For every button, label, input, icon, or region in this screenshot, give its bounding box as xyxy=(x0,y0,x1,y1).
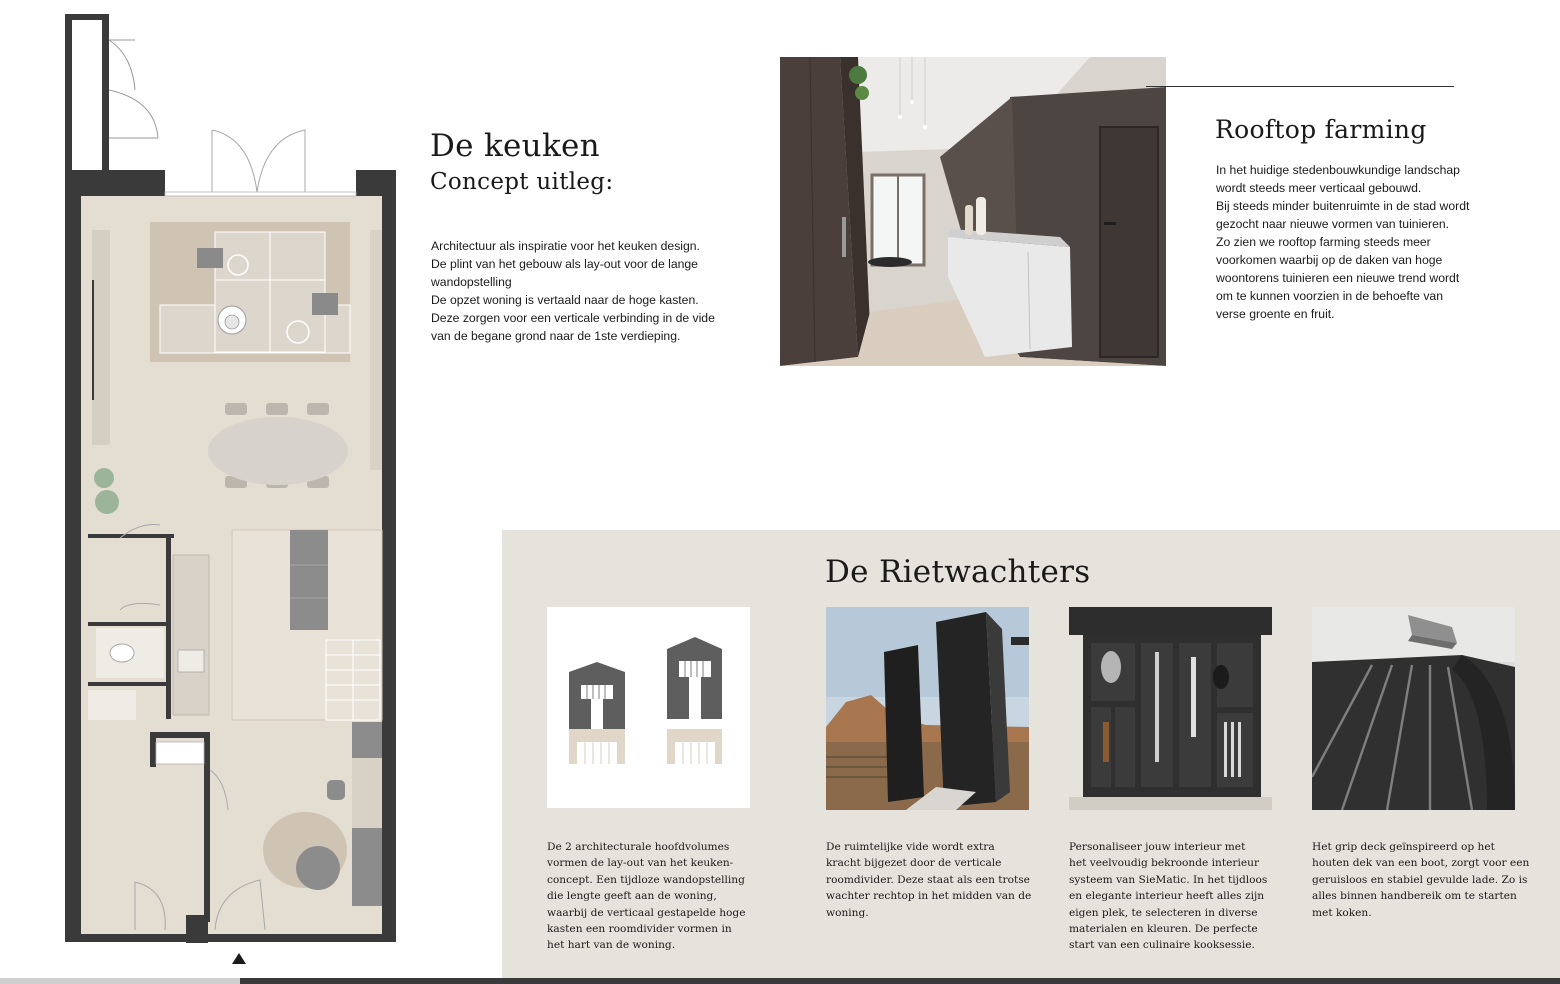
caption-grip-deck: Het grip deck geïnspireerd op het houten dek van een boot, zorgt voor een geruisloos en stabiel gevulde lade. Zo is alles binnen handbereik om te starten met koken. xyxy=(1312,841,1530,919)
architecture-volumes-image xyxy=(547,607,750,808)
caption-monolith: De ruimtelijke vide wordt extra kracht bijgezet door de verticale roomdivider. Deze staat als een trotse wachter rechtop in het midden van de woning. xyxy=(826,841,1032,919)
grip-deck-image xyxy=(1312,607,1515,810)
floor-plan xyxy=(60,10,405,975)
bottom-scrollbar-track xyxy=(0,978,240,984)
rietwachters-title: De Rietwachters xyxy=(825,554,1091,590)
floor-plan-drawing xyxy=(60,10,405,975)
caption-architecture-volumes: De 2 architecturale hoofdvolumes vormen de lay-out van het keuken- concept. Een tijdloze wandopstelling die lengte geeft aan de woning, waarbij de verticaal gestapelde hoge kasten een roomdivider vormen in het hart van de woning. xyxy=(547,841,746,952)
entrance-arrow-icon xyxy=(232,953,246,964)
keuken-text: Architectuur als inspiratie voor het keuken design. De plint van het gebouw als lay-out voor de lange wandopstelling De opzet woning is vertaald naar de hoge kasten. Deze zorgen voor een verticale verbinding in de vide van de begane grond naar de 1ste verdieping. xyxy=(431,239,715,343)
rooftop-text: In het huidige stedenbouwkundige landschap wordt steeds meer verticaal gebouwd. Bij steeds minder buitenruimte in de stad wordt gezocht naar nieuwe vormen van tuinieren. Zo zien we rooftop farming steeds meer voorkomen waarbij op de daken van hoge woontorens tuinieren een nieuwe trend wordt om te kunnen voorzien in de behoefte van verse groente en fruit. xyxy=(1216,163,1470,321)
monolith-sculpture-image xyxy=(826,607,1029,810)
siematic-drawer-image xyxy=(1069,607,1272,810)
rooftop-divider-line xyxy=(1146,86,1454,87)
caption-siematic: Personaliseer jouw interieur met het veelvoudig bekroonde interieur systeem van SieMatic. In het tijdloos en elegante interieur heeft alles zijn eigen plek, te selecteren in diverse materialen en kleuren. De perfecte start van een culinaire kooksessie. xyxy=(1069,841,1268,952)
kitchen-render-image xyxy=(780,57,1166,366)
rooftop-title: Rooftop farming xyxy=(1215,115,1427,144)
keuken-subtitle: Concept uitleg: xyxy=(430,169,614,195)
keuken-title: De keuken xyxy=(430,128,600,164)
